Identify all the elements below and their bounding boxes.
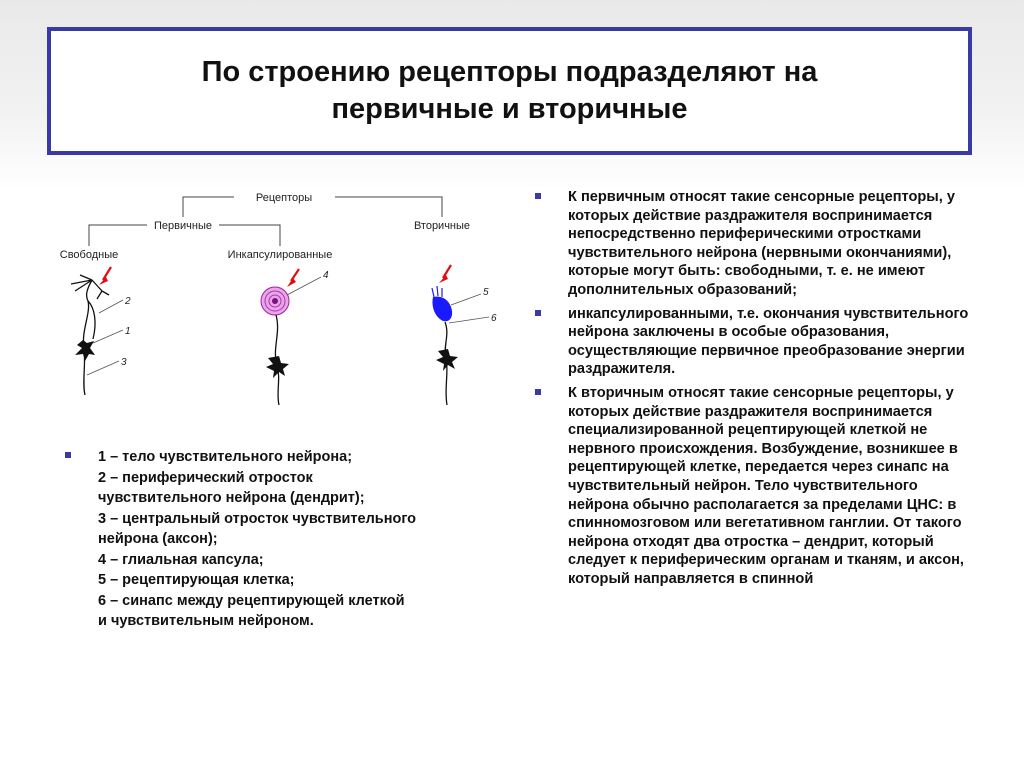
marker-5: 5: [483, 287, 489, 298]
bullet-icon: [535, 193, 541, 199]
bullet-icon: [535, 389, 541, 395]
label-secondary: Вторичные: [413, 220, 471, 232]
bullet-icon: [535, 310, 541, 316]
title-box: [47, 27, 972, 155]
paragraph-text: К вторичным относят такие сенсорные рецепторы, у которых действие раздражителя воспринимается специализированной рецептирующей клеткой не нервного происхождения. Возбуждение, возникшее в рецептирующей клетке, передается через синапс на чувствительный нейрон. Тело чувствительного нейрона обычно располагается за пределами ЦНС: в спинномозговом или вегетативном ганглии. От такого нейрона отходят два отростка – дендрит, который следует к периферическим органам и тканям, и аксон, который направляется в спинной: [568, 384, 964, 587]
label-receptors: Рецепторы: [255, 192, 313, 204]
tree-connectors: [89, 197, 442, 246]
bullet-icon: [65, 452, 71, 458]
free-ending-arrow: [103, 267, 111, 280]
legend-line: 6 – синапс между рецептирующей клеткой: [98, 592, 405, 609]
marker-3: 3: [121, 357, 127, 368]
legend-line: и чувствительным нейроном.: [98, 613, 314, 629]
pointer-lines-free: [87, 300, 123, 375]
description-column: [530, 188, 970, 593]
diagram-legend: [60, 447, 510, 632]
free-ending-neuron: [71, 275, 109, 395]
marker-4: 4: [323, 270, 329, 281]
neuron-body-1: [75, 340, 95, 361]
legend-line: 1 – тело чувствительного нейрона;: [98, 449, 353, 465]
receptor-diagram: [47, 183, 515, 423]
paragraph-primary: [530, 188, 970, 300]
encapsulated-neuron: [261, 287, 289, 405]
legend-list: [60, 447, 510, 632]
paragraph-secondary: [530, 384, 970, 589]
paragraph-text: инкапсулированными, т.е. окончания чувствительного нейрона заключены в особые образования, осуществляющие первичное преобразование энергии раздражителя.: [568, 305, 969, 378]
legend-line: чувствительного нейрона (дендрит);: [98, 490, 365, 506]
paragraph-encapsulated: [530, 305, 970, 379]
label-encapsulated: Инкапсулированные: [227, 249, 333, 261]
legend-line: нейрона (аксон);: [98, 531, 218, 547]
paragraph-text: К первичным относят такие сенсорные рецепторы, у которых действие раздражителя воспринимается непосредственно периферическими отростками чувствительного нейрона (нервными окончаниями), которые могут быть: свободными, т. е. не имеют дополнительных образований;: [568, 189, 955, 298]
legend-line: 2 – периферический отросток: [98, 469, 313, 486]
label-primary: Первичные: [154, 220, 212, 232]
marker-6: 6: [491, 313, 497, 324]
legend-line: 3 – центральный отросток чувствительного: [98, 510, 417, 527]
receptor-cell: [432, 297, 452, 322]
pointer-lines-secondary: [449, 294, 489, 323]
secondary-arrow: [443, 265, 451, 278]
marker-1: 1: [125, 326, 131, 337]
label-free: Свободные: [59, 249, 119, 261]
legend-line: 4 – глиальная капсула;: [98, 551, 264, 568]
slide-title: По строению рецепторы подразделяют на первичные и вторичные: [201, 56, 818, 125]
legend-line: 5 – рецептирующая клетка;: [98, 572, 295, 588]
marker-2: 2: [125, 296, 131, 307]
